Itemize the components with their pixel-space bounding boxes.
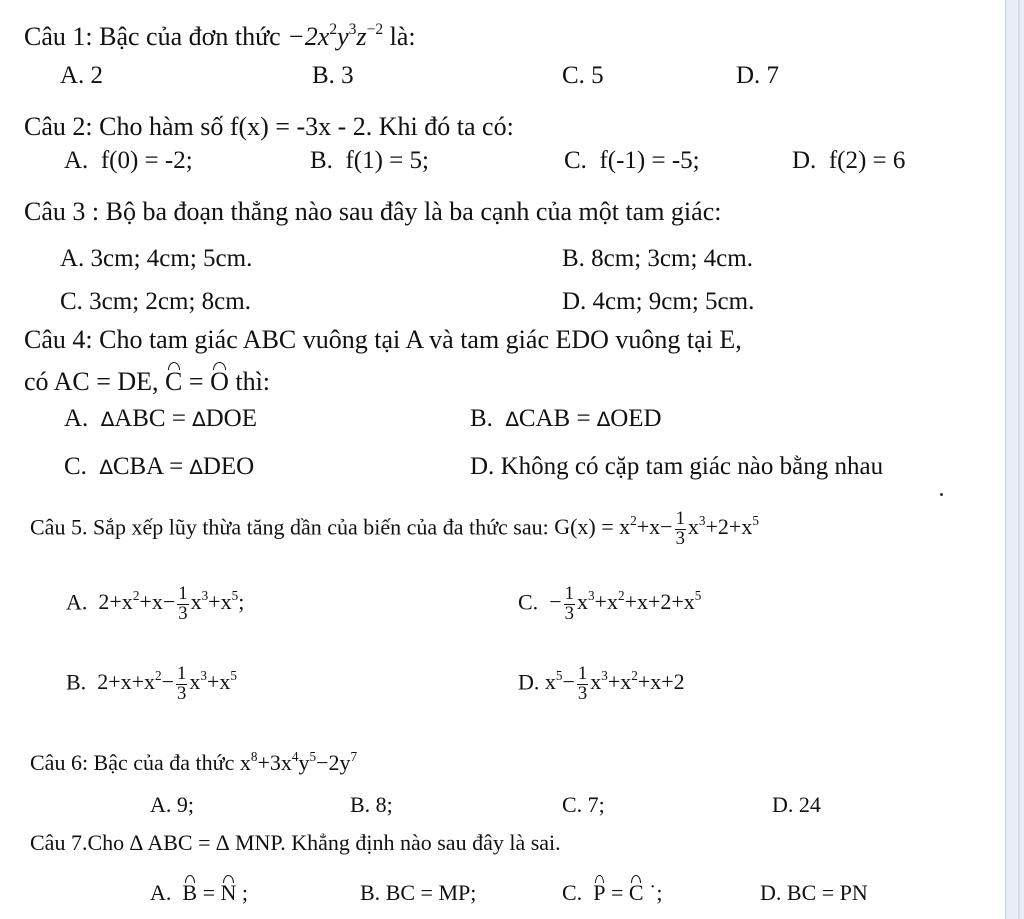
q3-option-d: D. 4cm; 9cm; 5cm. bbox=[562, 288, 755, 315]
q5-polynomial-g: $G(x) = x^2+x-$ $\frac{1}{3}$ $x^3+2+x^5$ bbox=[554, 508, 759, 549]
q2-option-c: C. f(-1) = -5; bbox=[564, 147, 700, 174]
q1-prefix: Câu 1: Bậc của đơn thức bbox=[24, 22, 288, 51]
q7-option-a: A. B = N ; bbox=[150, 880, 249, 905]
q6-option-b: B. 8; bbox=[350, 792, 393, 817]
stray-dot bbox=[940, 493, 943, 496]
q2-option-d: D. f(2) = 6 bbox=[792, 147, 906, 174]
question-3: Câu 3 : Bộ ba đoạn thẳng nào sau đây là ba cạnh của một tam giác: bbox=[24, 197, 722, 226]
q4-option-c: C. ∆CBA = ∆DEO bbox=[64, 453, 255, 480]
q5-option-a: A. $2+x^2+x-$ $\frac{1}{3}$ $x^3+x^5$; bbox=[66, 583, 245, 624]
q6-option-c: C. 7; bbox=[562, 792, 605, 817]
window-scrollbar-edge[interactable] bbox=[1005, 0, 1024, 919]
q4-option-b: B. ∆CAB = ∆OED bbox=[470, 405, 662, 432]
q1-option-c: C. 5 bbox=[562, 62, 604, 89]
triangle-icon: ∆ bbox=[100, 407, 115, 431]
triangle-icon: ∆ bbox=[505, 407, 519, 431]
q7-option-c: C. P = C ˙; bbox=[562, 880, 663, 905]
q3-option-a: A. 3cm; 4cm; 5cm. bbox=[60, 245, 253, 272]
scrollbar-track bbox=[1018, 0, 1020, 919]
q6-option-d: D. 24 bbox=[772, 792, 821, 817]
q3-option-b: B. 8cm; 3cm; 4cm. bbox=[562, 245, 753, 272]
question-6: Câu 6: Bậc của đa thức $x^8+3x^4y^5-2y^7$ bbox=[30, 748, 358, 775]
q7-option-d: D. BC = PN bbox=[760, 880, 868, 905]
q6-option-a: A. 9; bbox=[150, 792, 194, 817]
triangle-icon: ∆ bbox=[99, 455, 113, 479]
angle-o-hat: O bbox=[210, 367, 229, 396]
q4-option-a: A. ∆ABC = ∆DOE bbox=[64, 405, 257, 432]
question-2: Câu 2: Cho hàm số f(x) = -3x - 2. Khi đó ta có: bbox=[24, 112, 514, 141]
q4-condition: có AC = DE, C = O thì: bbox=[24, 367, 271, 396]
q1-monomial: $-2x^2y^3z^{-2}$ bbox=[287, 21, 384, 51]
q1-option-a: A. 2 bbox=[60, 62, 104, 89]
question-7: Câu 7.Cho ∆ ABC = ∆ MNP. Khẳng định nào sau đây là sai. bbox=[30, 830, 561, 855]
q3-option-c: C. 3cm; 2cm; 8cm. bbox=[60, 288, 251, 315]
angle-c-hat: C bbox=[165, 367, 183, 396]
q2-option-a: A. f(0) = -2; bbox=[64, 147, 193, 174]
q5-option-d: D. $x^5-$ $\frac{1}{3}$ $x^3+x^2+x+2$ bbox=[518, 663, 685, 704]
q2-option-b: B. f(1) = 5; bbox=[310, 147, 429, 174]
q5-option-c: C. − $\frac{1}{3}$ $x^3+x^2+x+2+x^5$ bbox=[518, 583, 702, 624]
q4-option-d: D. Không có cặp tam giác nào bằng nhau bbox=[470, 453, 884, 480]
question-4: Câu 4: Cho tam giác ABC vuông tại A và tam giác EDO vuông tại E, bbox=[24, 325, 742, 354]
triangle-icon: ∆ bbox=[192, 407, 206, 431]
q7-option-b: B. BC = MP; bbox=[360, 880, 477, 905]
q1-option-d: D. 7 bbox=[736, 62, 780, 89]
question-1: Câu 1: Bậc của đơn thức $-2x^2y^3z^{-2}$ là: bbox=[24, 21, 416, 51]
q1-option-b: B. 3 bbox=[312, 62, 354, 89]
triangle-icon: ∆ bbox=[189, 455, 203, 479]
q6-polynomial: $x^8+3x^4y^5-2y^7$ bbox=[239, 748, 358, 775]
triangle-icon: ∆ bbox=[596, 407, 611, 431]
q5-option-b: B. $2+x+x^2-$ $\frac{1}{3}$ $x^3+x^5$ bbox=[66, 663, 237, 704]
question-5: Câu 5. Sắp xếp lũy thừa tăng dần của biến của đa thức sau: $G(x) = x^2+x-$ $\frac{1}{3}$ $x^3+2+x^5$ bbox=[30, 508, 759, 549]
